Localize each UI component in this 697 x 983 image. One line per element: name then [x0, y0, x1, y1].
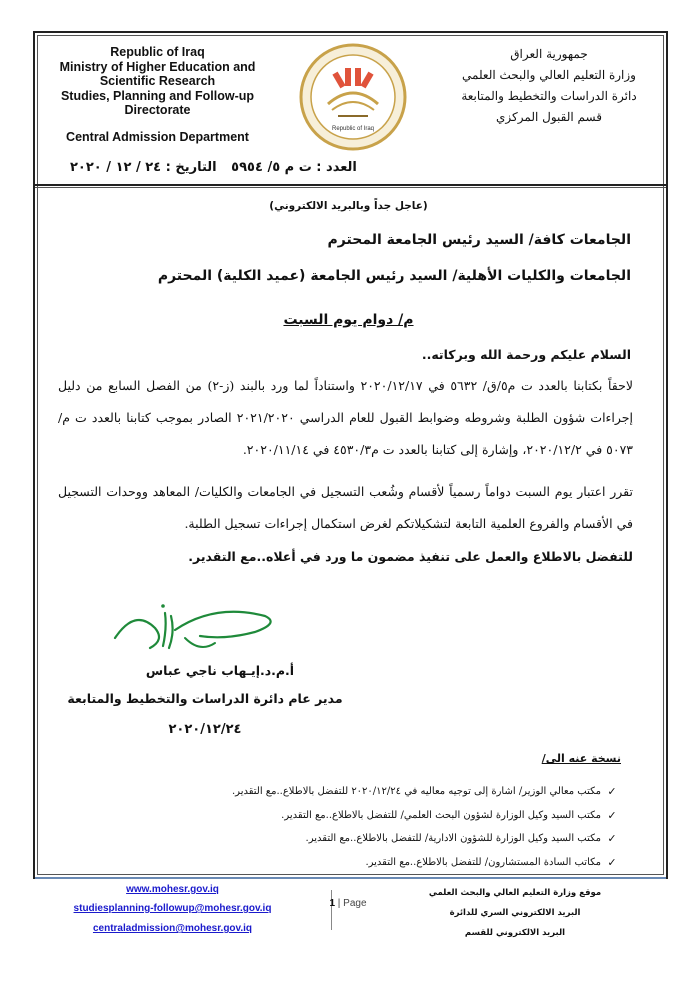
footer-ar-line-2: البريد الالكتروني السري للدائرة: [449, 908, 581, 918]
header-divider: [35, 184, 666, 186]
seal-text: Republic of Iraq: [331, 126, 375, 132]
letter-subject: م/ دوام يوم السبت: [283, 312, 414, 328]
header-en-ministry-2: Scientific Research: [99, 74, 216, 88]
addressee-line-1: الجامعات كافة/ السيد رئيس الجامعة المحترم: [327, 232, 631, 248]
signatory-title: مدير عام دائرة الدراسات والتخطيط والمتابعة: [67, 691, 343, 706]
addressee-line-2: الجامعات والكليات الأهلية/ السيد رئيس الجامعة (عميد الكلية) المحترم: [157, 268, 631, 284]
list-item: [103, 851, 623, 875]
list-item: [103, 827, 623, 851]
checkmark-icon: ✓: [607, 855, 617, 869]
footer-divider: [35, 877, 666, 879]
copies-list: [103, 780, 623, 874]
page-number: [318, 898, 378, 909]
body-paragraph-2: تقرر اعتبار يوم السبت دواماً رسمياً لأقسام وشُعب التسجيل في الجامعات والكليات/ المعاهد ووحدات التسجيل في الأقسام والفروع العلمية التابعة لتشكيلاتكم لغرض استكمال إجراءات تسجيل الطلبة.: [58, 484, 633, 531]
header-ar-directorate: دائرة الدراسات والتخطيط والمتابعة: [461, 89, 637, 103]
copy-item-text: مكاتب السادة المستشارون/ للتفضل بالاطلاع..مع التقدير.: [365, 856, 601, 868]
copy-item-text: مكتب السيد وكيل الوزارة للشؤون الادارية/ للتفضل بالاطلاع..مع التقدير.: [305, 833, 601, 845]
header-en-department: Central Admission Department: [66, 129, 249, 144]
header-en-directorate-2: Directorate: [124, 103, 191, 117]
checkmark-icon: ✓: [607, 808, 617, 822]
closing-line: للتفضل بالاطلاع والعمل على تنفيذ مضمون ما ورد في أعلاه..مع التقدير.: [188, 549, 633, 564]
urgent-note: (عاجل جداً وبالبريد الالكتروني): [269, 200, 428, 212]
footer-links: [40, 884, 305, 934]
handwritten-signature: [105, 598, 280, 668]
copy-item-text: مكتب معالي الوزير/ اشارة إلى توجيه معاليه في ٢٠٢٠/١٢/٢٤ للتفضل بالاطلاع..مع التقدير.: [232, 786, 601, 798]
header-en-republic: Republic of Iraq: [110, 45, 205, 59]
list-item: [103, 804, 623, 828]
signatory-date: ٢٠٢٠/١٢/٢٤: [168, 722, 242, 737]
reference-line: [60, 160, 390, 175]
website-link[interactable]: www.mohesr.gov.iq: [126, 884, 219, 895]
header-ar-republic: جمهورية العراق: [510, 47, 588, 61]
planning-email-link[interactable]: studiesplanning-followup@mohesr.gov.iq: [73, 903, 272, 914]
page-number-value: 1: [329, 898, 336, 909]
admission-email-link[interactable]: centraladmission@mohesr.gov.iq: [92, 923, 253, 934]
footer-separator: [331, 890, 332, 930]
copies-title: نسخة عنه الى/: [541, 752, 621, 765]
ministry-seal-icon: [298, 42, 408, 152]
footer-ar-line-3: البريد الالكتروني للقسم: [464, 928, 566, 938]
reference-date: التاريخ : ٢٤ / ١٢ / ٢٠٢٠: [70, 160, 217, 175]
reference-number: العدد : ت م ٥/ ٥٩٥٤: [231, 160, 357, 175]
copy-item-text: مكتب السيد وكيل الوزارة لشؤون البحث العلمي/ للتفضل بالاطلاع..مع التقدير.: [281, 809, 601, 821]
list-item: [103, 780, 623, 804]
header-english: [50, 45, 265, 144]
greeting: السلام عليكم ورحمة الله وبركاته..: [421, 347, 631, 362]
header-en-ministry-1: Ministry of Higher Education and: [59, 59, 256, 74]
header-divider-thin: [35, 187, 666, 188]
checkmark-icon: ✓: [607, 832, 617, 846]
signatory-name: أ.م.د.إيـهاب ناجي عباس: [145, 663, 295, 678]
body-paragraph-1: لاحقاً بكتابنا بالعدد ت م٥/ق/ ٥٦٣٢ في ٢٠٢٠/١٢/١٧ واستناداً لما ورد بالبند (ز-٢) من الفصل السابع من دليل إجراءات شؤون الطلبة وشروطه وضوابط القبول للعام الدراسي ٢٠٢١/٢٠٢٠ الصادر بموجب كتابنا بالعدد ت م/ ٥٠٧٣ في ٢٠٢٠/١٢/٢، وإشارة إلى كتابنا بالعدد ت م٤٥٣٠/٣ في ٢٠٢٠/١١/١٤.: [58, 378, 633, 457]
header-arabic: [449, 44, 649, 128]
header-ar-ministry: وزارة التعليم العالي والبحث العلمي: [462, 68, 636, 82]
checkmark-icon: ✓: [607, 785, 617, 799]
header-en-directorate-1: Studies, Planning and Follow-up: [60, 88, 255, 103]
footer-arabic: [405, 883, 625, 943]
page-label: | Page: [337, 898, 367, 909]
footer-ar-line-1: موقع وزارة التعليم العالي والبحث العلمي: [428, 888, 602, 898]
header-ar-department: قسم القبول المركزي: [496, 110, 602, 124]
